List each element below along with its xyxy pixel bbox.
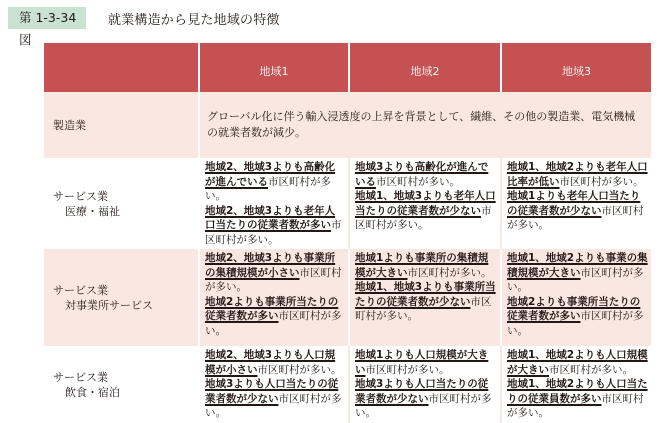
emphasis-text: 地域1よりも人口規模が大きい bbox=[355, 349, 489, 376]
emphasis-text: 地域2、地域3よりも高齢化が進んでいる bbox=[205, 161, 336, 188]
figure-title: 就業構造から見た地域の特徴 bbox=[108, 12, 280, 28]
emphasis-text: 地域2よりも事業所当たりの従業者数が多い bbox=[507, 295, 641, 322]
emphasis-text: 地域1、地域3よりも事業所当たりの従業者数が少ない bbox=[355, 281, 496, 308]
cell-text: 市区町村が多い。 bbox=[205, 219, 342, 246]
cell-text: 市区町村が多い。 bbox=[355, 392, 492, 419]
table-row-food-lodging bbox=[44, 346, 651, 423]
cell-text: 市区町村が多い。 bbox=[507, 392, 644, 419]
cell-text: 市区町村が多い。 bbox=[355, 204, 492, 231]
emphasis-text: 地域2、地域3よりも人口規模が小さい bbox=[205, 349, 336, 376]
table-cell bbox=[501, 346, 651, 423]
cell-text: 市区町村が多い。 bbox=[407, 266, 492, 279]
header-region-1: 地域1 bbox=[199, 43, 349, 92]
cell-text: 市区町村が多い。 bbox=[376, 175, 460, 188]
emphasis-text: 地域1、地域2よりも事業の集積規模が大きい bbox=[507, 252, 648, 279]
table-cell bbox=[199, 346, 349, 423]
row-sublabel: 対事業所サービス bbox=[65, 298, 153, 312]
row-sublabel: 医療・福祉 bbox=[65, 204, 120, 218]
table-row-manufacturing bbox=[44, 92, 651, 158]
header-corner bbox=[44, 43, 199, 92]
cell-text: 市区町村が多い。 bbox=[205, 266, 342, 293]
row-label: 製造業 bbox=[53, 118, 86, 132]
cell-text: 市区町村が多い。 bbox=[205, 392, 342, 419]
row-header bbox=[44, 92, 199, 158]
cell-text: 市区町村が多い。 bbox=[257, 363, 342, 376]
row-header bbox=[44, 249, 199, 346]
figure-header bbox=[8, 7, 280, 47]
emphasis-text: 地域1よりも事業所の集積規模が大きい bbox=[355, 252, 489, 279]
header-row bbox=[44, 43, 651, 92]
emphasis-text: 地域3よりも人口当たりの従業者数が少ない bbox=[205, 378, 339, 405]
cell-text: 市区町村が多い。 bbox=[559, 175, 644, 188]
table-row-business-services bbox=[44, 249, 651, 346]
emphasis-text: 地域2、地域3よりも老年人口当たりの従業者数が多い bbox=[205, 204, 336, 231]
figure-number: 第 1-3-34 図 bbox=[8, 7, 86, 29]
row-header bbox=[44, 158, 199, 249]
manufacturing-description: グローバル化に伴う輸入浸透度の上昇を背景として、繊維、その他の製造業、電気機械の就業者数が減少。 bbox=[199, 92, 651, 158]
regional-characteristics-table bbox=[44, 43, 651, 423]
header-region-2: 地域2 bbox=[349, 43, 501, 92]
emphasis-text: 地域2よりも事業所当たりの従業者数が多い bbox=[205, 295, 339, 322]
cell-text: 市区町村が多い。 bbox=[205, 175, 331, 202]
cell-text: 市区町村が多い。 bbox=[507, 204, 644, 231]
row-label: サービス業 bbox=[53, 283, 108, 297]
cell-text: 市区町村が多い。 bbox=[507, 266, 644, 293]
table-cell bbox=[501, 158, 651, 249]
emphasis-text: 地域3よりも高齢化が進んでいる bbox=[355, 161, 489, 188]
row-header bbox=[44, 346, 199, 423]
table-cell bbox=[199, 158, 349, 249]
table-cell bbox=[501, 249, 651, 346]
table-cell bbox=[349, 158, 501, 249]
cell-text: 市区町村が多い。 bbox=[365, 363, 450, 376]
emphasis-text: 地域1、地域2よりも人口当たりの従業員数が多い bbox=[507, 378, 648, 405]
table-row-medical-welfare bbox=[44, 158, 651, 249]
emphasis-text: 地域1、地域3よりも老年人口当たりの従業者数が少ない bbox=[355, 190, 496, 217]
emphasis-text: 地域1、地域2よりも人口規模が大きい bbox=[507, 349, 648, 376]
cell-text: 市区町村が多い。 bbox=[549, 363, 633, 376]
cell-text: 市区町村が多い。 bbox=[205, 310, 342, 337]
emphasis-text: 地域1、地域2よりも老年人口比率が低い bbox=[507, 161, 648, 188]
table-cell bbox=[349, 346, 501, 423]
cell-text: 市区町村が多い。 bbox=[507, 310, 644, 337]
cell-text: 市区町村が多い。 bbox=[355, 295, 492, 322]
header-region-3: 地域3 bbox=[501, 43, 651, 92]
emphasis-text: 地域2、地域3よりも事業所の集積規模が小さい bbox=[205, 252, 336, 279]
row-label: サービス業 bbox=[53, 370, 108, 384]
emphasis-text: 地域3よりも人口当たりの従業者数が少ない bbox=[355, 378, 489, 405]
emphasis-text: 地域1よりも老年人口当たりの従業者数が少ない bbox=[507, 190, 641, 217]
row-label: サービス業 bbox=[53, 189, 108, 203]
row-sublabel: 飲食・宿泊 bbox=[65, 385, 120, 399]
table-cell bbox=[349, 249, 501, 346]
table-cell bbox=[199, 249, 349, 346]
